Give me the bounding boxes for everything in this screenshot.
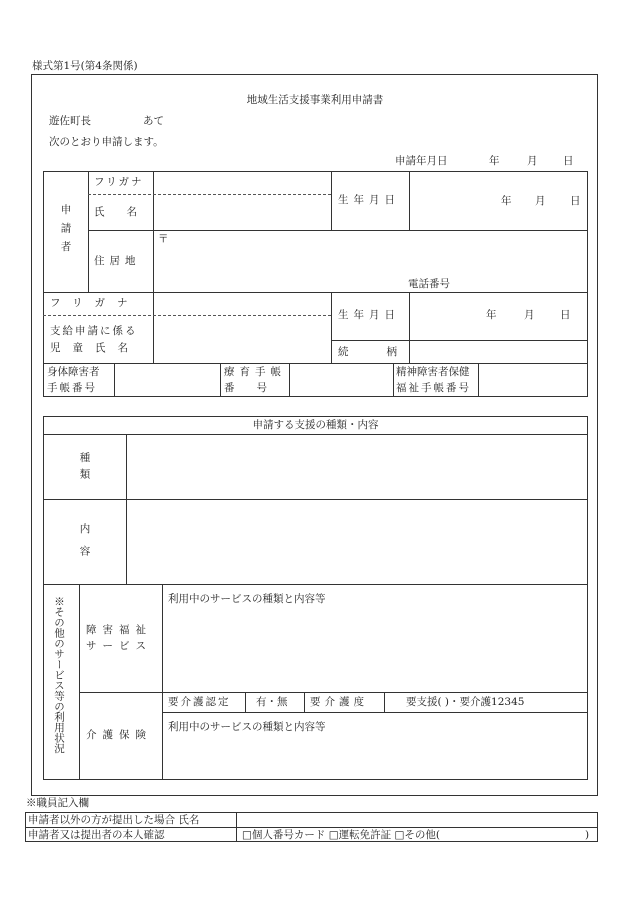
- support-content-input[interactable]: [128, 501, 586, 583]
- applicant-address-input[interactable]: [170, 232, 586, 274]
- staff-heading: ※職員記入欄: [26, 797, 89, 809]
- welfare-service-label-1: 障害福祉: [86, 624, 152, 636]
- child-furigana-input[interactable]: [154, 293, 330, 314]
- care-service-input[interactable]: [164, 736, 586, 778]
- mental-handbook-input[interactable]: [479, 364, 587, 396]
- welfare-service-input[interactable]: [164, 608, 586, 690]
- applicant-furigana-input[interactable]: [154, 172, 330, 193]
- mental-handbook-label-1: 精神障害者保健: [396, 366, 470, 378]
- support-type-label: 種類: [78, 452, 91, 485]
- applicant-name-label: 氏名: [94, 206, 159, 218]
- child-relation-input[interactable]: [410, 341, 587, 362]
- application-date[interactable]: [395, 156, 575, 170]
- physical-handbook-label-1: 身体障害者: [47, 366, 100, 378]
- child-birth-month: 月: [524, 309, 535, 321]
- rehab-handbook-label-1: 療育手帳: [224, 366, 286, 378]
- staff-submitter-name-input[interactable]: [237, 813, 597, 826]
- care-insurance-label: 介護保険: [86, 729, 152, 741]
- child-birth-day: 日: [560, 309, 571, 321]
- identity-check-options[interactable]: □個人番号カード □運転免許証 □その他(: [242, 829, 441, 841]
- application-date-label: 申請年月日: [395, 155, 448, 167]
- child-birth-label: 生年月日: [338, 309, 400, 321]
- mental-handbook-label-2: 福祉手帳番号: [396, 382, 471, 394]
- child-birth-input[interactable]: [410, 293, 587, 339]
- applicant-name-input[interactable]: [154, 196, 330, 229]
- addressee-suffix: あて: [143, 115, 164, 127]
- applicant-phone-label: 電話番号: [408, 278, 450, 290]
- physical-handbook-label-2: 手帳番号: [47, 382, 97, 394]
- rehab-handbook-label-2: 番号: [224, 382, 289, 394]
- application-date-day: 日: [563, 155, 574, 167]
- postal-mark: 〒: [158, 233, 169, 245]
- welfare-service-note: 利用中のサービスの種類と内容等: [168, 593, 326, 605]
- identity-check-close: ): [585, 829, 590, 841]
- form-title: 地域生活支援事業利用申請書: [246, 94, 384, 106]
- staff-row1-label: 申請者以外の方が提出した場合 氏名: [28, 814, 200, 826]
- applicant-address-label: 住居地: [94, 255, 141, 267]
- care-level-value[interactable]: 要支援( )・要介護12345: [406, 696, 525, 708]
- staff-row2-label: 申請者又は提出者の本人確認: [28, 829, 165, 841]
- applicant-section-label: 申請者: [59, 204, 72, 260]
- care-cert-value[interactable]: 有・無: [256, 696, 288, 708]
- child-name-input[interactable]: [154, 317, 330, 362]
- child-birth-year: 年: [486, 309, 497, 321]
- applicant-birth-input[interactable]: [410, 172, 587, 229]
- care-cert-label: 要介護認定: [168, 696, 231, 708]
- form-number: 様式第1号(第4条関係): [32, 60, 138, 72]
- applicant-birth-month: 月: [535, 195, 546, 207]
- rehab-handbook-input[interactable]: [290, 364, 392, 396]
- intro-text: 次のとおり申請します。: [49, 136, 164, 148]
- applicant-birth-year: 年: [501, 195, 512, 207]
- support-content-label: 内容: [78, 523, 91, 568]
- applicant-furigana-label: フリガナ: [94, 176, 144, 188]
- application-date-year: 年: [489, 155, 500, 167]
- welfare-service-label-2: サービス: [86, 640, 152, 652]
- other-services-label: ※その他のサービス等の利用状況: [53, 596, 66, 754]
- support-type-input[interactable]: [128, 436, 586, 498]
- child-name-label-2: 児童氏名: [50, 342, 140, 354]
- addressee-name: 遊佐町長: [49, 115, 91, 127]
- care-level-label: 要介護度: [310, 696, 368, 708]
- child-furigana-label: フリガナ: [50, 297, 140, 309]
- support-header: 申請する支援の種類・内容: [252, 419, 379, 431]
- applicant-birth-day: 日: [570, 195, 581, 207]
- child-name-label-1: 支給申請に係る: [50, 325, 138, 337]
- application-date-month: 月: [527, 155, 538, 167]
- physical-handbook-input[interactable]: [115, 364, 219, 396]
- applicant-birth-label: 生年月日: [338, 194, 400, 206]
- care-service-note: 利用中のサービスの種類と内容等: [168, 721, 326, 733]
- child-relation-label: 続柄: [338, 346, 435, 358]
